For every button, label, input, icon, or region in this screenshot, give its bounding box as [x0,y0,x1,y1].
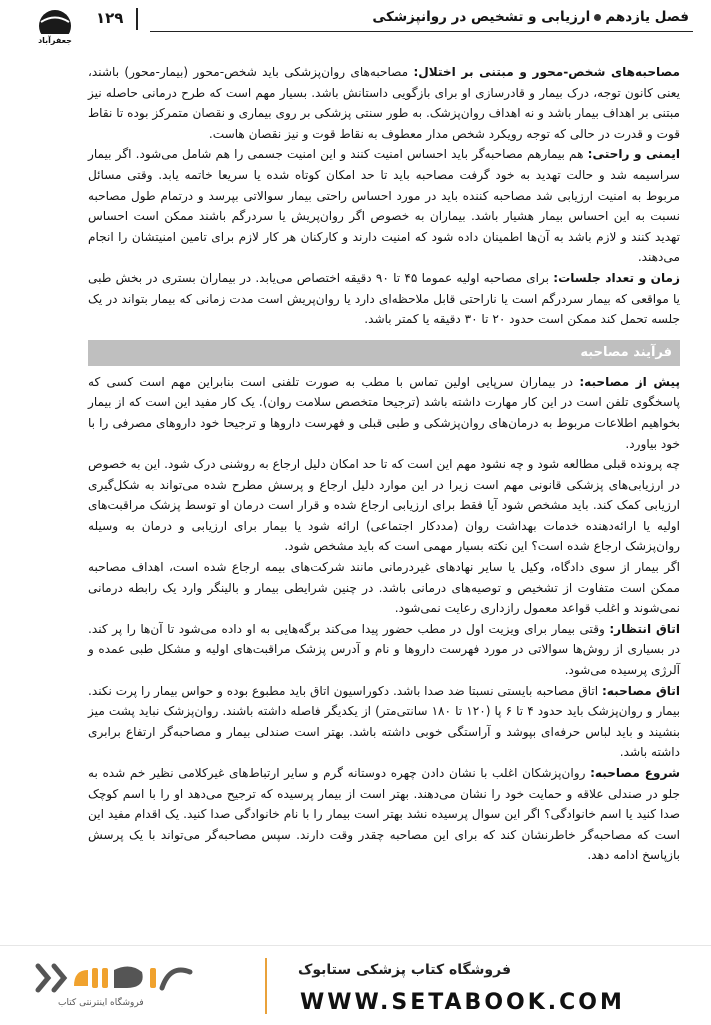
paragraph [88,619,680,681]
paragraph [88,557,680,619]
paragraph [88,372,680,454]
paragraph [88,268,680,330]
chapter-title: ارزیابی و تشخیص در روانپزشکی [372,9,591,25]
paragraph-heading: اتاق انتظار: [609,621,680,636]
store-title: فروشگاه کتاب پزشکی ستابوک [298,962,511,978]
paragraph-heading: پیش از مصاحبه: [579,374,680,389]
paragraph-text: مصاحبه‌های روان‌پزشکی باید شخص-محور (بیمار-محور) باشند، یعنی کانون توجه، درک بیمار و قادرسازی او برای بازگویی داستانش باشد. بسیار مهم است که طرح درمانی حاصله نیز مبتنی بر اهداف بیمار باشد و نه اهداف روان‌پزشک. به طور سنتی پزشکی بر روی بیماری و نقصان متمرکز بوده تا نقاط قوت و قدرت در حالی که توجه رویکرد شخص مدار معطوف به نقاط قوت و نیز نقصان هاست. [88,65,680,141]
store-banner [0,945,711,1025]
svg-text:جعفرآباد: جعفرآباد [38,36,72,45]
page-body [88,62,680,866]
bullet-icon [594,14,601,21]
paragraph-heading: شروع مصاحبه: [590,766,680,780]
paragraph-heading: اتاق مصاحبه: [601,683,680,698]
paragraph-text: هم بیمارهم مصاحبه‌گر باید احساس امنیت کنند و این امنیت جسمی را هم شامل می‌شود. اگر بیمار سراسیمه شد و حالت تهدید به خود گرفت مصاحبه باید تا حد امکان کوتاه شده یا سریعا خاتمه یابد. وقتی مسائل مربوط به امنیت ارزیابی شد مصاحبه کننده باید در مورد احساس راحتی بیمار سوالاتی بپرسد و درتمام طول مصاحبه نسبت به این احساس بیمار هشیار باشد. بیماران به خصوص اگر روان‌پریش یا سردرگم باشند ممکن است احساس تهدید کنند و لازم باشد به آن‌ها اطمینان داده شود که امنیت دارند و کارکنان هر کار لازم برای تامین امنیتشان را انجام می‌دهند. [88,147,680,265]
paragraph [88,763,680,866]
paragraph [88,62,680,144]
publisher-logo [28,8,82,46]
chapter-label: فصل یازدهم [605,9,689,25]
paragraph-text: روان‌پزشکان اغلب با نشان دادن چهره دوستانه گرم و سایر ارتباط‌های غیرکلامی نظیر خم شده به جلو در صندلی علاقه و حمایت خود را نشان می‌دهند. بهتر است از بیمار پرسیده که ترجیح می‌دهد او را با اسم کوچک صدا کنید یا اسم خانوادگی؟ اگر این سوال پرسیده نشد بهتر است بیمار را با نام خانوادگی صدا کنید. یک اقدام مفید این است که مصاحبه‌گر خاطرنشان کند که برای این مصاحبه چقدر وقت دارند. سپس مصاحبه‌گر می‌تواند با یک پرسش باز‌پاسخ ادامه دهد. [88,766,680,863]
chapter-heading [372,9,689,25]
store-url[interactable]: WWW.SETABOOK.COM [300,990,625,1015]
paragraph-heading: ایمنی و راحتی: [587,147,680,162]
paragraph-text: در بیماران سرپایی اولین تماس با مطب به صورت تلفنی است بنابراین مهم است کسی که پاسخگوی تلفن است در این کار مهارت داشته باشد (ترجیحا متخصص سلامت روان). یک کار مفید این است که از بیمار بخواهیم اطلاعات مربوط به درمان‌های روان‌پزشکی و طبی قبلی و فهرست داروها و ترجیحا خود داروهای مصرفی را با خود بیاورد. [88,374,680,451]
paragraph-text: اگر بیمار از سوی دادگاه، وکیل یا سایر نهادهای غیردرمانی مانند شرکت‌های بیمه ارجاع شده است، اهداف مصاحبه ممکن است متفاوت از تشخیص و توصیه‌های درمانی باشد. در چنین شرایطی بیمار و بالینگر وارد یک رابطه درمانی نمی‌شوند و اغلب قواعد معمول رازداری رعایت نمی‌شود. [88,560,680,616]
brand-subtitle: فروشگاه اینترنتی کتاب [58,998,144,1008]
paragraph-text: اتاق مصاحبه بایستی نسبتا ضد صدا باشد. دکوراسیون اتاق باید مطبوع بوده و حواس بیمار را پرت نکند. بیمار و روان‌پزشک باید حدود ۴ تا ۶ پا (۱۲۰ تا ۱۸۰ سانتی‌متر) از یکدیگر فاصله داشته باشند. روان‌پزشک نباید پشت میز بنشیند و باید لباس حرفه‌ای بپوشد و آراستگی خوبی داشته باشد. بهتر است صندلی بیمار و مصاحبه‌گر ارتفاع برابری داشته باشد. [88,683,681,760]
header-separator [136,8,138,30]
paragraph [88,454,680,557]
page-number: ۱۲۹ [96,9,124,27]
paragraph-text: وقتی بیمار برای ویزیت اول در مطب حضور پیدا می‌کند برگه‌هایی به او داده می‌شود تا آن‌ها را پر کند. در بسیاری از روش‌ها سوالاتی در مورد فهرست داروها و نام و آدرس پزشک مراقبت‌های اولیه و مشکل طبی عمده و آلرژی پرسیده می‌شود. [88,621,680,678]
paragraph-text: چه پرونده قبلی مطالعه شود و چه نشود مهم این است که تا حد امکان دلیل ارجاع به روشنی درک شود. این به خصوص در ارزیابی‌های پزشکی قانونی مهم است زیرا در این موارد دلیل ارجاع و پرسش مطرح شده می‌تواند به شکل‌گیری ارزیابی کمک کند. باید مشخص شود آیا فقط برای ارزیابی ارجاع شده و قرار است درمان او توسط پزشک مراقبت‌های اولیه یا ارائه‌دهنده خدمات بهداشت روان (مددکار اجتماعی) ارائه شود یا بیمار برای ارزیابی و درمان به وسیله روان‌پزشک ارجاع شده است؟ این نکته بسیار مهمی است که باید مشخص شود. [88,457,680,554]
paragraph-text: برای مصاحبه اولیه عموما ۴۵ تا ۹۰ دقیقه اختصاص می‌یابد. در بیماران بستری در بخش طبی یا مواقعی که بیمار سردرگم است یا ناراحتی قابل ملاحظه‌ای دارد یا روان‌پریش است مدت زمانی که بیمار بتواند در یک جلسه تحمل کند ممکن است حدود ۲۰ تا ۳۰ دقیقه یا کمتر باشد. [88,270,680,327]
section-title: فرآیند مصاحبه [88,340,680,366]
banner-divider [265,958,267,1014]
paragraph-heading: مصاحبه‌های شخص-محور و مبتنی بر اختلال: [413,65,680,79]
paragraph-heading: زمان و تعداد جلسات: [553,270,681,285]
page-header [0,0,711,45]
paragraph [88,681,680,763]
paragraph [88,144,680,268]
header-rule [150,31,693,32]
